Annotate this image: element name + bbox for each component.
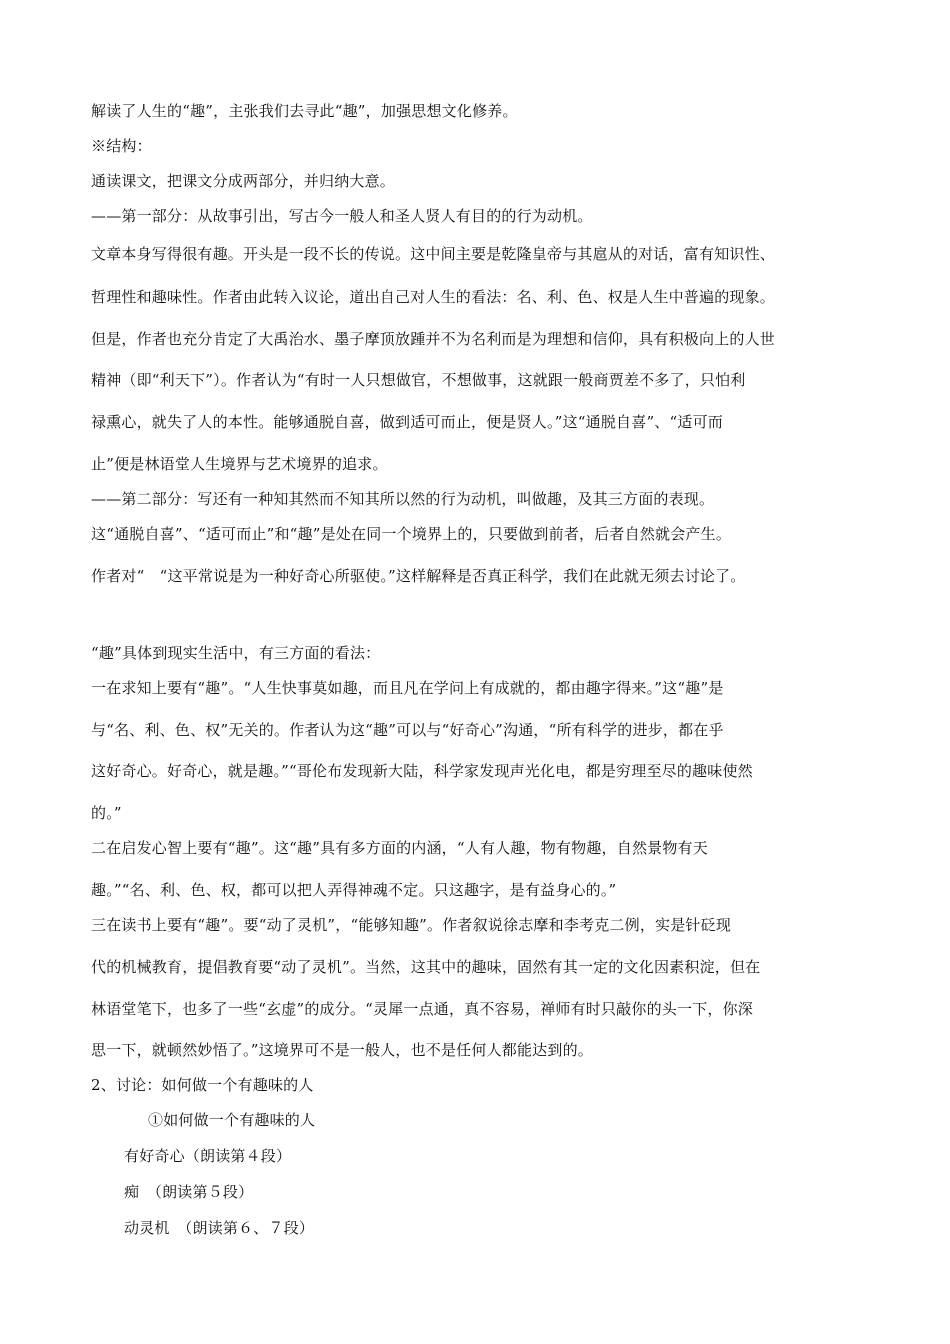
text-line: “趣”具体到现实生活中，有三方面的看法： (91, 644, 381, 662)
text-line: 二在启发心智上要有“趣”。这“趣”具有多方面的内涵，“人有人趣，物有物趣，自然景物有天 (91, 839, 708, 857)
text-line: 代的机械教育，提倡教育要“动了灵机”。当然，这其中的趣味，固然有其一定的文化因素积淀，但在 (91, 958, 761, 976)
text-line: 止”便是林语堂人生境界与艺术境界的追求。 (91, 455, 388, 473)
text-line: 通读课文，把课文分成两部分，并归纳大意。 (91, 172, 396, 190)
text-line: ——第二部分：写还有一种知其然而不知其所以然的行为动机，叫做趣，及其三方面的表现。 (91, 490, 715, 508)
text-line: 与“名、利、色、权”无关的。作者认为这“趣”可以与“好奇心”沟通，“所有科学的进步，都在乎 (91, 721, 724, 739)
text-line: 解读了人生的“趣”，主张我们去寻此“趣”，加强思想文化修养。 (91, 102, 518, 120)
text-line: 的。” (91, 804, 122, 822)
text-line: 作者对“ “这平常说是为一种好奇心所驱使。”这样解释是否真正科学，我们在此就无须去讨论了。 (91, 567, 746, 585)
list-item: 动灵机 （朗读第６、７段） (124, 1219, 315, 1237)
text-line: 趣。”“名、利、色、权，都可以把人弄得神魂不定。只这趣字，是有益身心的。” (91, 881, 617, 899)
text-line: 文章本身写得很有趣。开头是一段不长的传说。这中间主要是乾隆皇帝与其扈从的对话，富有知识性、 (91, 245, 776, 263)
text-line: ——第一部分：从故事引出，写古今一般人和圣人贤人有目的的行为动机。 (91, 207, 593, 225)
text-line: 哲理性和趣味性。作者由此转入议论，道出自己对人生的看法：名、利、色、权是人生中普遍的现象。 (91, 288, 776, 306)
text-line: 这“通脱自喜”、“适可而止”和“趣”是处在同一个境界上的，只要做到前者，后者自然就会产生。 (91, 525, 732, 543)
text-line: 思一下，就顿然妙悟了。”这境界可不是一般人，也不是任何人都能达到的。 (91, 1041, 593, 1059)
section-heading: ※结构： (91, 137, 152, 155)
text-line: 这好奇心。好奇心，就是趣。”“哥伦布发现新大陆，科学家发现声光化电，都是穷理至尽的趣味使然 (91, 762, 753, 780)
list-item: 有好奇心（朗读第４段） (124, 1147, 292, 1165)
text-line: 林语堂笔下，也多了一些“玄虚”的成分。“灵犀一点通，真不容易，禅师有时只敲你的头一下，你深 (91, 1000, 754, 1018)
sub-heading: ①如何做一个有趣味的人 (148, 1111, 316, 1129)
text-line: 三在读书上要有“趣”。要“动了灵机”，“能够知趣”。作者叙说徐志摩和李考克二例，实是针砭现 (91, 916, 732, 934)
list-item: 痴 （朗读第５段） (124, 1183, 254, 1201)
text-line: 一在求知上要有“趣”。“人生快事莫如趣，而且凡在学问上有成就的，都由趣字得来。”这“趣”是 (91, 679, 724, 697)
text-line: 精神（即“利天下”）。作者认为“有时一人只想做官，不想做事，这就跟一般商贾差不多了，只怕利 (91, 371, 746, 389)
text-line: 但是，作者也充分肯定了大禹治水、墨子摩顶放踵并不为名利而是为理想和信仰，具有积极向上的人世 (91, 330, 776, 348)
discussion-heading: 2、讨论：如何做一个有趣味的人 (91, 1076, 314, 1094)
text-line: 禄熏心，就失了人的本性。能够通脱自喜，做到适可而止，便是贤人。”这“通脱自喜”、“适可而 (91, 413, 723, 431)
